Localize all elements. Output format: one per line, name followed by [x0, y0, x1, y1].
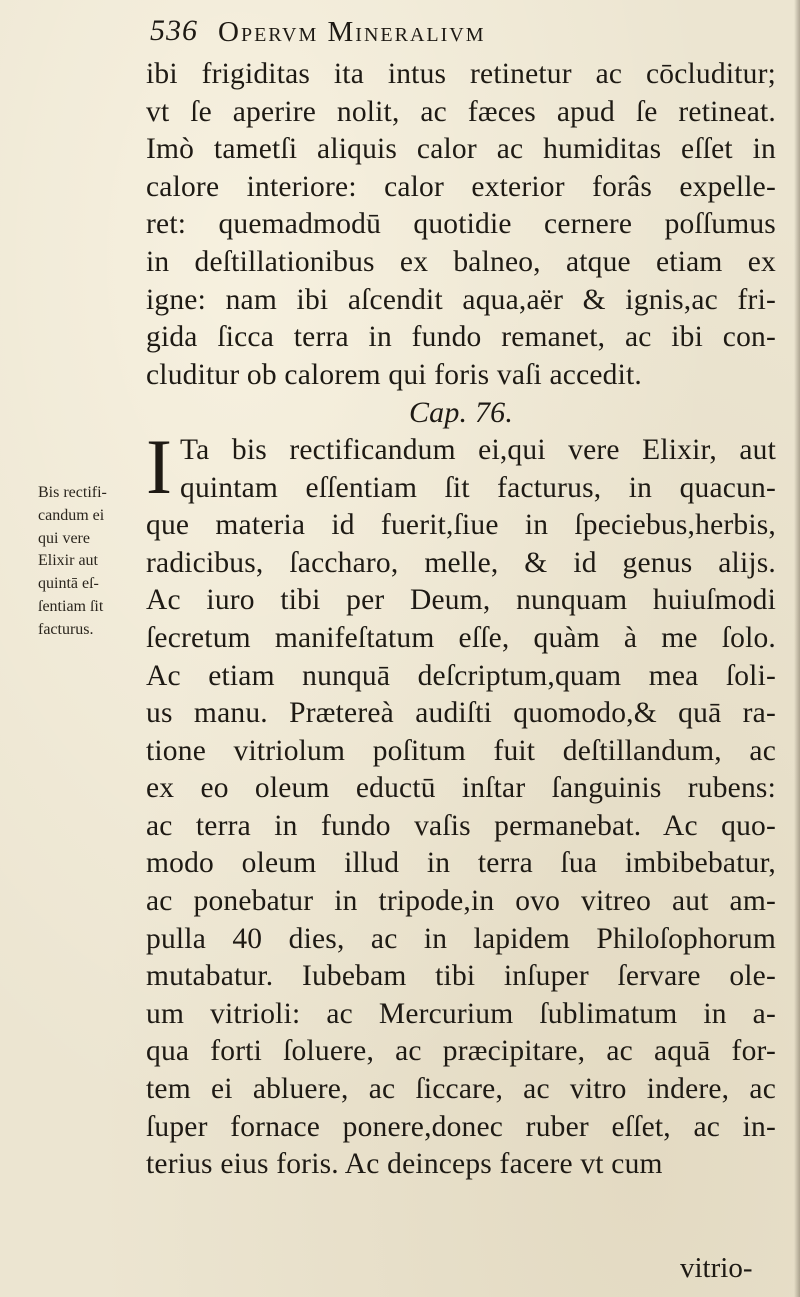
text-line: ac terra in fundo vaſis permanebat. Ac quo- — [146, 809, 776, 842]
page-header — [150, 14, 750, 54]
text-line: tem ei abluere, ac ſiccare, ac vitro indere, ac — [146, 1073, 776, 1106]
text-line: in deſtillationibus ex balneo, atque etiam ex — [146, 245, 776, 278]
text-line: ac ponebatur in tripode,in ovo vitreo aut am- — [146, 885, 776, 918]
text-line: cluditur ob calorem qui foris vaſi accedit. — [146, 358, 642, 391]
text-line: calore interiore: calor exterior forâs expelle- — [146, 170, 776, 203]
text-line: pulla 40 dies, ac in lapidem Philoſophorum — [146, 922, 776, 955]
text-line: ex eo oleum eductū inſtar ſanguinis rubens: — [146, 772, 776, 805]
text-line: tione vitriolum poſitum fuit deſtillandum, ac — [146, 734, 776, 767]
text-line: igne: nam ibi aſcendit aqua,aër & ignis,ac fri- — [146, 283, 776, 316]
text-line: que materia id fuerit,ſiue in ſpeciebus,herbis, — [146, 509, 776, 542]
margin-note-line: candum ei — [38, 506, 105, 524]
text-line: um vitrioli: ac Mercurium ſublimatum in a- — [146, 997, 776, 1030]
page-edge-shadow — [794, 0, 800, 1297]
margin-note-line: qui vere — [38, 529, 90, 547]
text-line: modo oleum illud in terra ſua imbibebatur, — [146, 847, 776, 880]
margin-note-line: Elixir aut — [38, 552, 98, 570]
body-text — [146, 56, 776, 1184]
text-line: radicibus, ſaccharo, melle, & id genus alijs. — [146, 546, 776, 579]
text-line: vt ſe aperire nolit, ac fæces apud ſe retineat. — [146, 95, 776, 128]
text-line: gida ſicca terra in fundo remanet, ac ibi con- — [146, 321, 776, 354]
text-line: Ta bis rectificandum ei,qui vere Elixir, aut — [180, 433, 776, 466]
text-line: qua forti ſoluere, ac præcipitare, ac aquā for- — [146, 1035, 776, 1068]
page-number: 536 — [150, 14, 198, 47]
text-line: ibi frigiditas ita intus retinetur ac cōcluditur; — [146, 58, 776, 90]
text-line: terius eius foris. Ac deinceps facere vt cum — [146, 1148, 663, 1181]
margin-note-line: quintā eſ- — [38, 575, 99, 593]
text-line: Ac etiam nunquā deſcriptum,quam mea ſoli- — [146, 659, 776, 692]
catchword: vitrio- — [680, 1252, 753, 1284]
text-line: Imò tametſi aliquis calor ac humiditas eſſet in — [146, 133, 776, 166]
text-line: Ac iuro tibi per Deum, nunquam huiuſmodi — [146, 584, 776, 617]
text-line: us manu. Prætereà audiſti quomodo,& quā ra- — [146, 697, 776, 730]
margin-note-line: Bis rectifi- — [38, 484, 107, 501]
margin-note-line: facturus. — [38, 620, 94, 638]
text-line: mutabatur. Iubebam tibi inſuper ſervare ole- — [146, 960, 776, 993]
margin-note-line: ſentiam ſit — [38, 597, 104, 615]
chapter-heading: Cap. 76. — [408, 396, 514, 430]
text-line: ſuper fornace ponere,donec ruber eſſet, ac in- — [146, 1110, 776, 1143]
text-line: quintam eſſentiam ſit facturus, in quacun- — [180, 471, 776, 504]
text-line: ret: quemadmodū quotidie cernere poſſumus — [146, 208, 776, 241]
text-line: ſecretum manifeſtatum eſſe, quàm à me ſolo. — [146, 621, 776, 654]
running-title: Opervm Mineralivm — [218, 16, 486, 48]
margin-note — [38, 482, 148, 642]
drop-cap: I — [146, 423, 172, 510]
